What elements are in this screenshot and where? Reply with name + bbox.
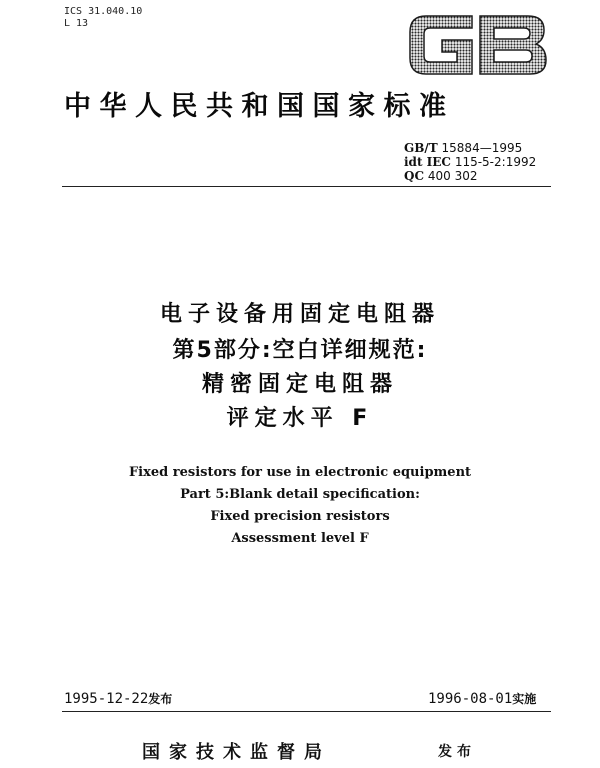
footer-divider [62, 711, 551, 712]
title-en-line3: Fixed precision resistors [210, 509, 390, 524]
title-en-line2: Part 5:Blank detail specification: [180, 487, 420, 502]
title-cn-line4: 评定水平 F [226, 406, 374, 431]
implementation-date [428, 690, 536, 707]
gb-prefix: GB/T [404, 141, 438, 155]
logo-text: GB [402, 10, 404, 11]
idt-prefix: idt IEC [404, 155, 451, 169]
qc-number-row [404, 169, 536, 183]
qc-number: 400 302 [427, 169, 478, 183]
ics-code: ICS 31.040.10 [64, 6, 143, 17]
title-en-line4: Assessment level F [231, 531, 369, 546]
issue-date [64, 690, 172, 707]
gb-number: 15884—1995 [441, 141, 523, 155]
impl-date-label: 实施 [512, 692, 537, 706]
title-en-line1: Fixed resistors for use in electronic equipment [128, 465, 472, 480]
publisher-name: 国家技术监督局 [142, 742, 331, 763]
standard-numbers [404, 141, 536, 183]
header-divider [62, 186, 551, 187]
gb-standard-logo-icon [402, 10, 552, 80]
ccs-code: L 13 [64, 18, 89, 29]
org-title: 中华人民共和国国家标准 [64, 91, 455, 122]
idt-number-row [404, 155, 536, 169]
title-cn-line1: 电子设备用固定电阻器 [159, 302, 440, 327]
qc-prefix: QC [404, 169, 425, 183]
idt-number: 115-5-2:1992 [454, 155, 537, 169]
issue-date-value: 1995-12-22 [64, 691, 149, 707]
gb-number-row [404, 141, 536, 155]
impl-date-value: 1996-08-01 [428, 691, 513, 707]
ics-code-block [64, 6, 142, 30]
title-cn-line2: 第5部分:空白详细规范: [172, 338, 428, 363]
title-cn-line3: 精密固定电阻器 [201, 372, 398, 397]
issue-date-label: 发布 [148, 692, 173, 706]
publish-label: 发布 [438, 744, 476, 760]
